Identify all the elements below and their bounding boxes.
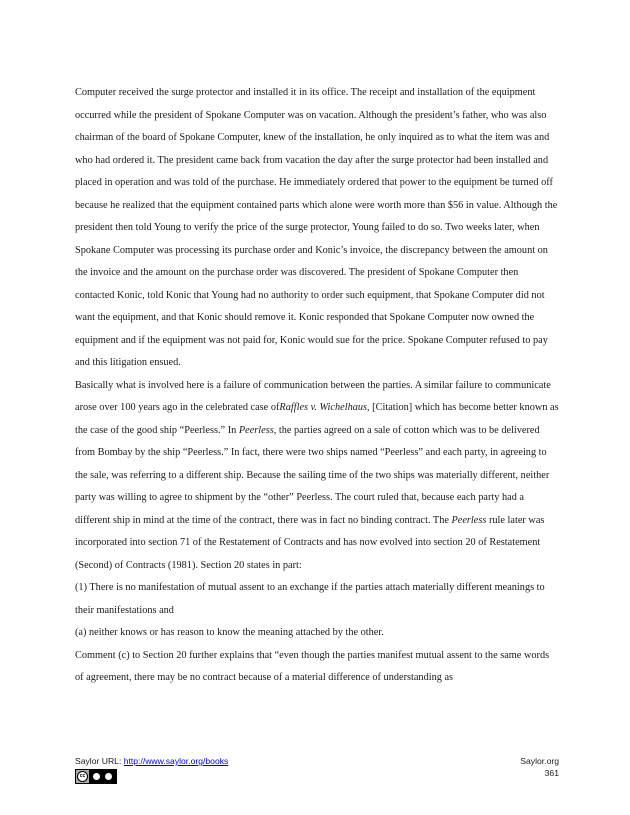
url-label: Saylor URL: (75, 756, 124, 766)
italic-text: Peerless (238, 424, 274, 436)
text-segment: , [Citation] which has become better known as the case of the good ship “Peerless.” In (75, 402, 559, 436)
text-segment: Basically what is involved here is a failure of communication between the parties. A similar failure to communicate arose over 100 years ago in the celebrated case of (75, 379, 551, 413)
creative-commons-icon: cc (77, 771, 88, 782)
footer-left (75, 755, 228, 784)
text-segment: (a) neither knows or has reason to know the meaning attached by the other. (75, 627, 384, 638)
paragraph (75, 645, 559, 690)
italic-text: Peerless (451, 514, 487, 526)
text-segment: rule later was incorporated into section 71 of the Restatement of Contracts and has now evolved into section 20 of Restatement (Second) of Contracts (1981). Section 20 states in part: (75, 514, 545, 571)
paragraph (75, 82, 559, 375)
text-segment: (1) There is no manifestation of mutual assent to an exchange if the parties attach materially different meanings to their manifestations and (75, 582, 545, 616)
attribution-icon (93, 773, 100, 780)
footer-right (520, 755, 559, 779)
creative-commons-badge[interactable] (75, 769, 117, 784)
italic-text: Raffles v. Wichelhaus (279, 402, 368, 413)
text-segment: , the parties agreed on a sale of cotton which was to be delivered from Bombay by the ship “Peerless.” In fact, there were two ships named “Peerless” and each party, in agreeing to the sale, was referring to a different ship. Because the sailing time of the two ships was materially different, neither party was willing to agree to shipment by the “other” Peerless. The court ruled that, because each party had a different ship in mind at the time of the contract, there was in fact no binding contract. The (75, 424, 550, 526)
paragraph (75, 622, 559, 645)
paragraph (75, 375, 559, 578)
text-segment: Comment (c) to Section 20 further explains that “even though the parties manifest mutual assent to the same words of agreement, there may be no contract because of a material difference of understanding as (75, 649, 550, 683)
site-name: Saylor.org (520, 756, 559, 766)
text-segment: Computer received the surge protector and installed it in its office. The receipt and installation of the equipment occurred while the president of Spokane Computer was on vacation. Although the president’s father, who was also chairman of the board of Spokane Computer, knew of the installation, he only inquired as to what the item was and who had ordered it. The president came back from vacation the day after the surge protector had been installed and placed in operation and was told of the purchase. He immediately ordered that power to the equipment be turned off because he realized that the equipment contained parts which alone were worth more than $56 in value. Although the president then told Young to verify the price of the surge protector, Young failed to do so. Two weeks later, when Spokane Computer was processing its purchase order and Konic’s invoice, the discrepancy between the amount on the invoice and the amount on the purchase order was discovered. The president of Spokane Computer then contacted Konic, told Konic that Young had no authority to order such equipment, that Spokane Computer did not want the equipment, and that Konic should remove it. Konic responded that Spokane Computer now owned the equipment and if the equipment was not paid for, Konic would sue for the price. Spokane Computer refused to pay and this litigation ensued. (75, 87, 558, 368)
document-body (75, 82, 559, 690)
share-alike-icon (105, 773, 112, 780)
saylor-url-link[interactable]: http://www.saylor.org/books (123, 756, 229, 766)
paragraph (75, 577, 559, 622)
page-number: 361 (544, 768, 559, 778)
